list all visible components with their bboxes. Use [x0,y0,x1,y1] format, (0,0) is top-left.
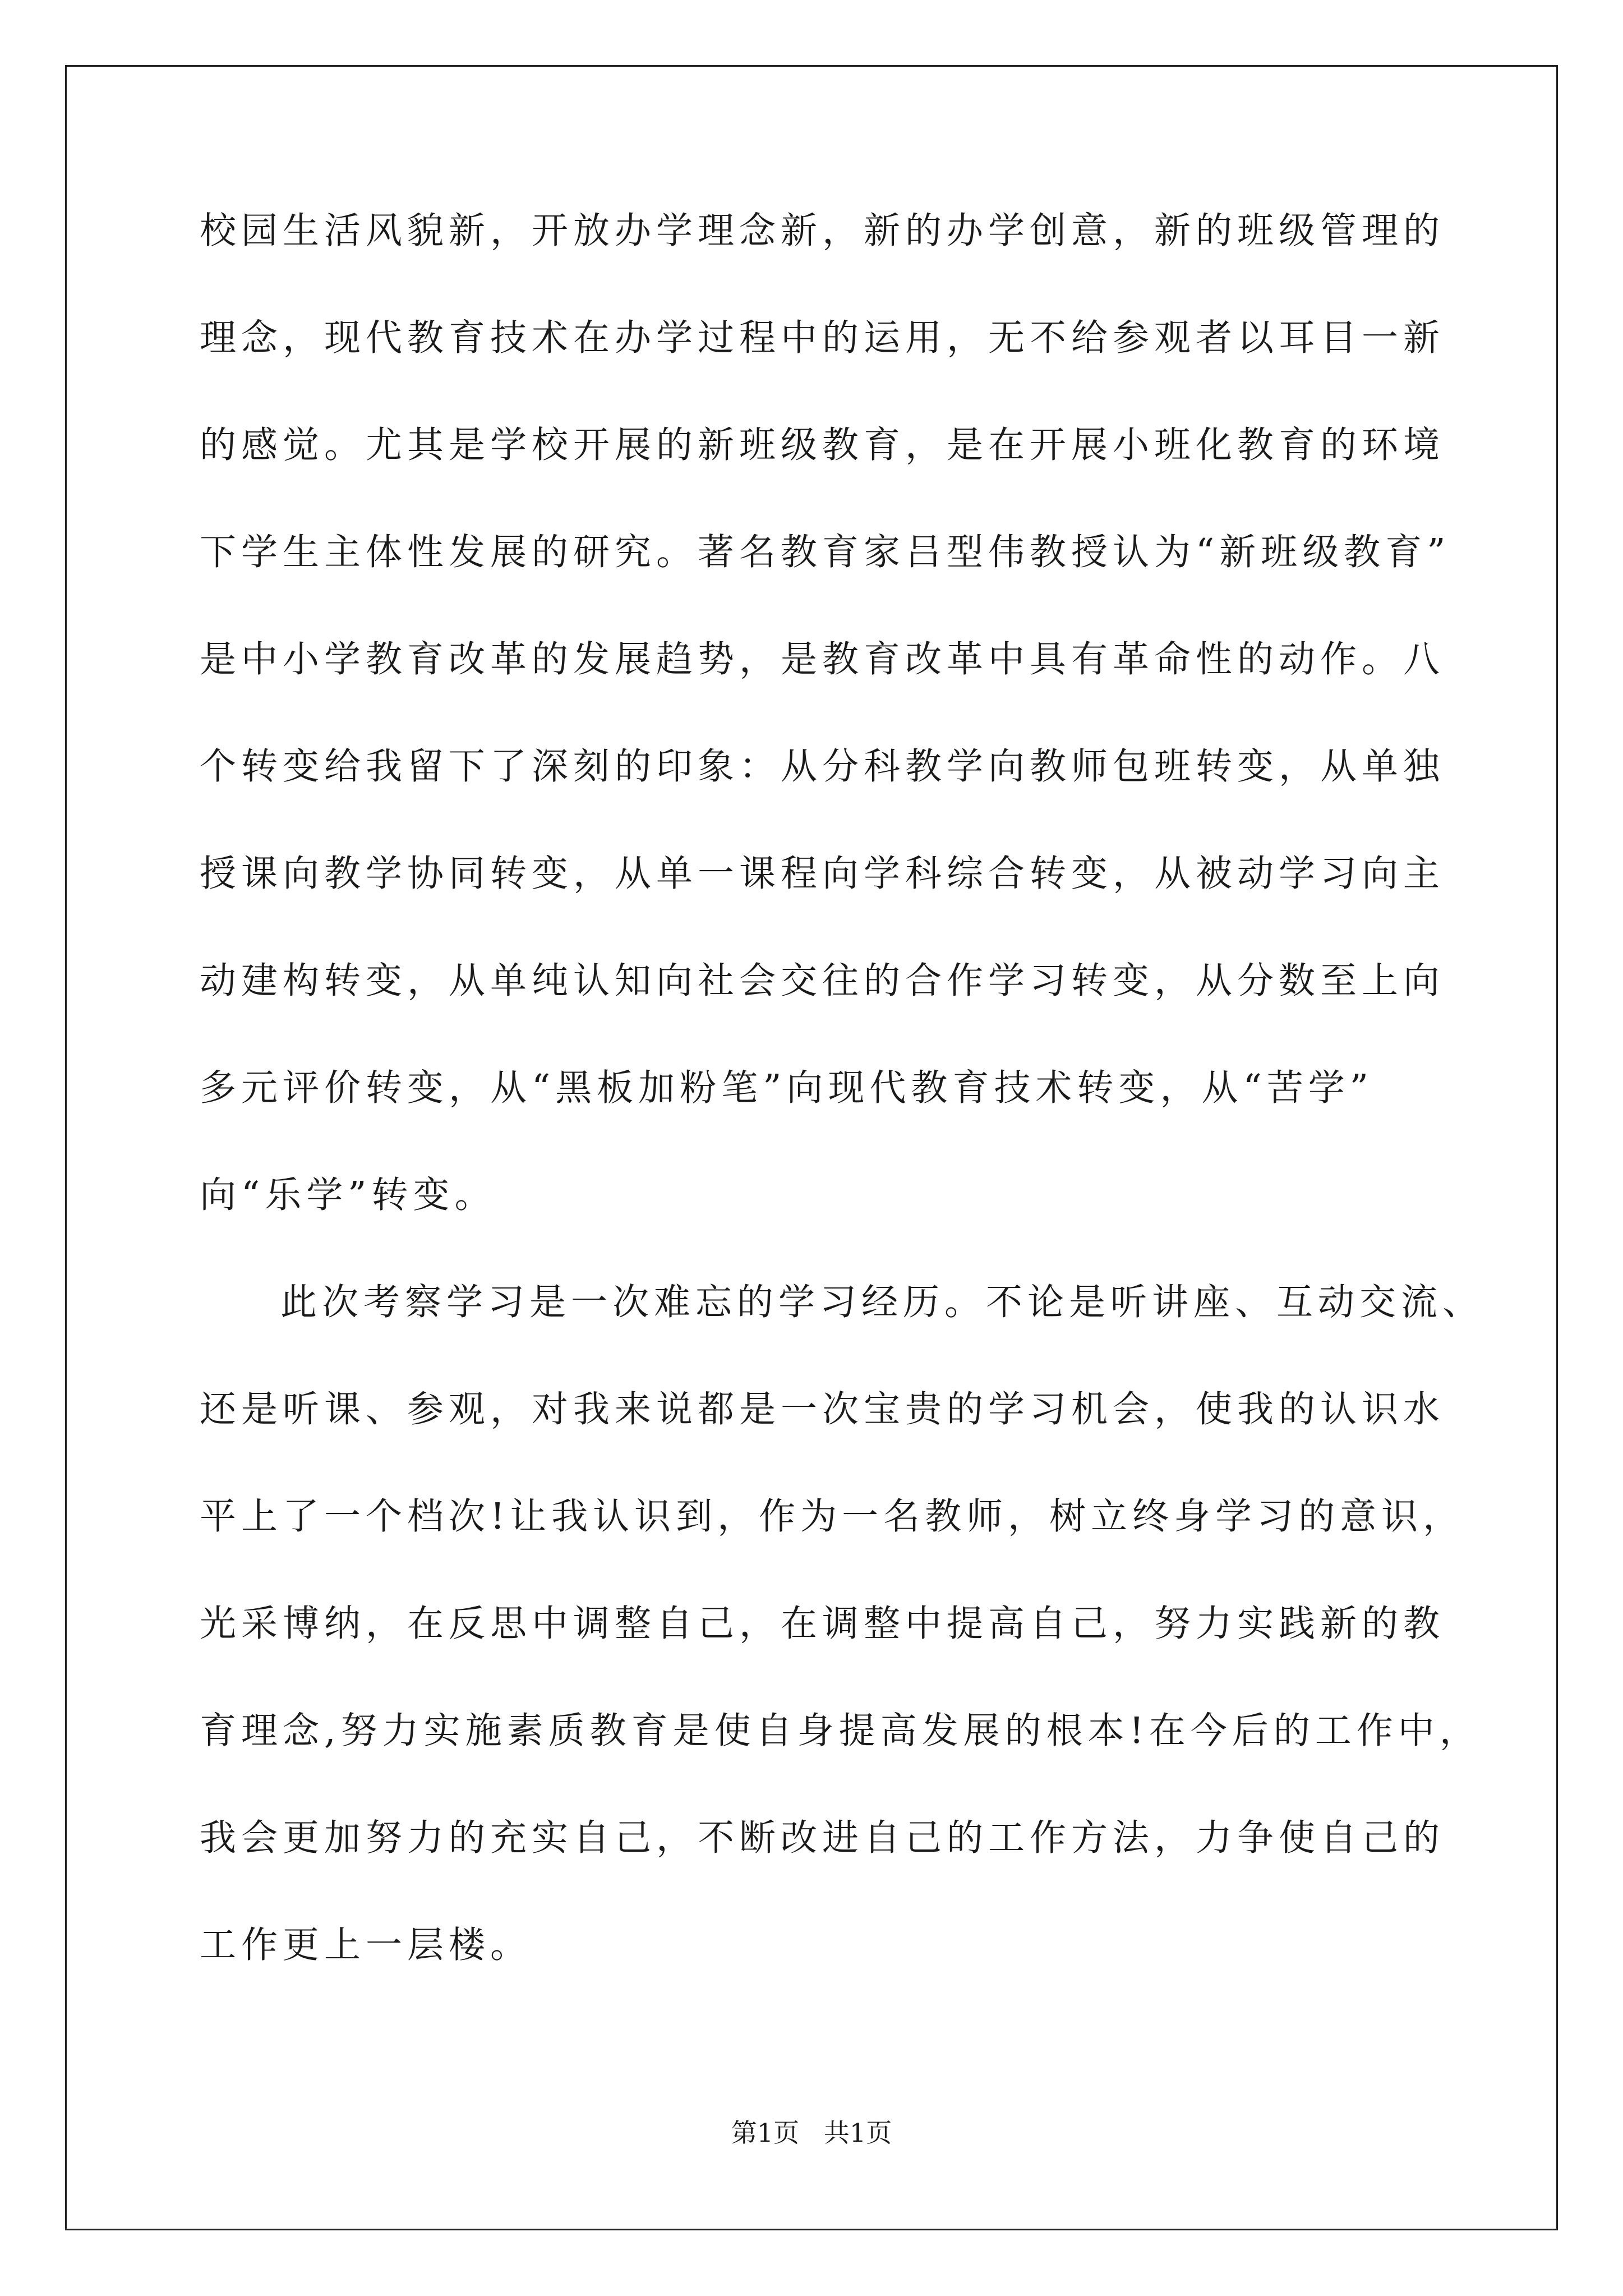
text-line: 多元评价转变，从“黑板加粉笔”向现代教育技术转变，从“苦学” [200,1067,1373,1109]
text-line: 授课向教学协同转变，从单一课程向学科综合转变，从被动学习向主 [200,853,1445,895]
text-line: 动建构转变，从单纯认知向社会交往的合作学习转变，从分数至上向 [200,960,1445,1002]
text-line: 平上了一个档次!让我认识到，作为一名教师，树立终身学习的意识， [200,1496,1465,1538]
text-line: 下学生主体性发展的研究。著名教育家吕型伟教授认为“新班级教育” [200,531,1451,573]
text-line: 理念，现代教育技术在办学过程中的运用，无不给参观者以耳目一新 [200,317,1445,359]
text-line: 光采博纳，在反思中调整自己，在调整中提高自己，努力实践新的教 [200,1603,1445,1645]
text-line: 的感觉。尤其是学校开展的新班级教育，是在开展小班化教育的环境 [200,424,1445,466]
text-line: 工作更上一层楼。 [200,1924,532,1966]
paragraph-first-line: 此次考察学习是一次难忘的学习经历。不论是听讲座、互动交流、 [280,1281,1484,1323]
text-line: 还是听课、参观，对我来说都是一次宝贵的学习机会，使我的认识水 [200,1388,1445,1430]
text-line: 校园生活风貌新，开放办学理念新，新的办学创意，新的班级管理的 [200,210,1445,252]
text-line: 向“乐学”转变。 [200,1174,496,1216]
text-line: 育理念,努力实施素质教育是使自身提高发展的根本!在今后的工作中， [200,1710,1481,1752]
text-line: 个转变给我留下了深刻的印象：从分科教学向教师包班转变，从单独 [200,746,1445,788]
page-number-footer: 第1页 共1页 [731,2118,892,2148]
page-border [65,65,1558,2230]
text-line: 是中小学教育改革的发展趋势，是教育改革中具有革命性的动作。八 [200,638,1445,680]
text-line: 我会更加努力的充实自己，不断改进自己的工作方法，力争使自己的 [200,1817,1445,1859]
